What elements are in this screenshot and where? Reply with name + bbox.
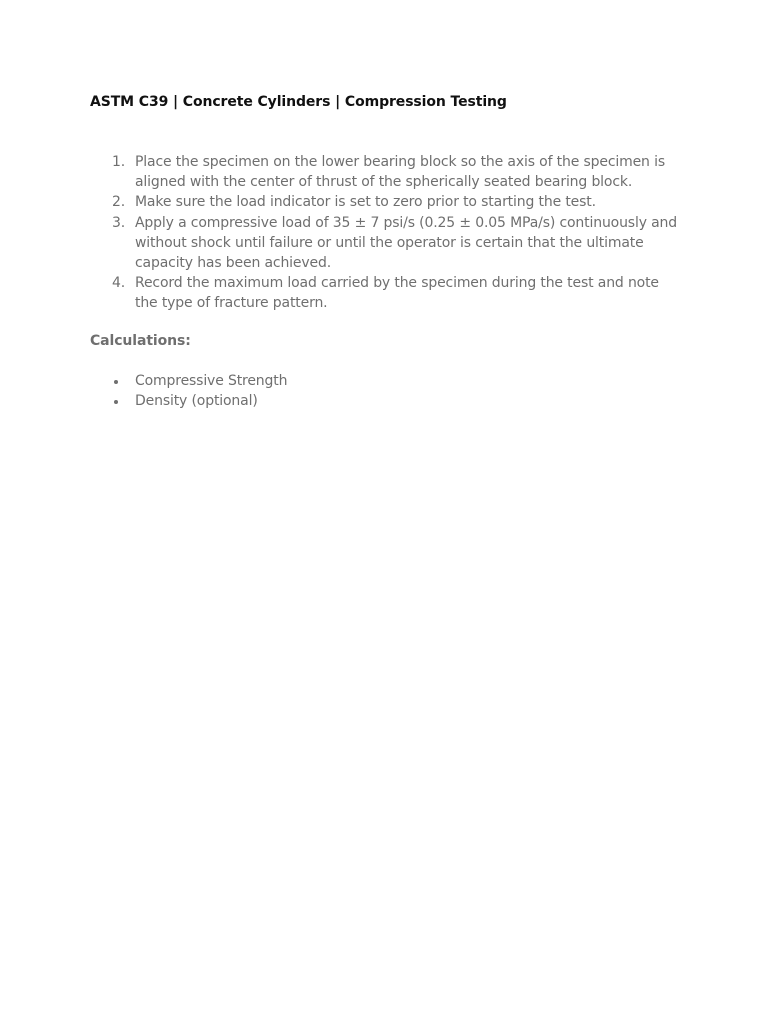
procedure-step bbox=[90, 213, 680, 274]
document-title: ASTM C39 | Concrete Cylinders | Compression Testing bbox=[90, 94, 507, 110]
step-text: Apply a compressive load of 35 ± 7 psi/s (0.25 ± 0.05 MPa/s) continuously and without shock until failure or until the operator is certain that the ultimate capacity has been achieved. bbox=[135, 214, 678, 272]
calculation-item-text: Compressive Strength bbox=[135, 373, 288, 389]
bullet-icon bbox=[114, 380, 118, 384]
calculation-item bbox=[90, 371, 287, 391]
calculations-list bbox=[90, 371, 287, 411]
procedure-steps-list bbox=[90, 152, 680, 314]
procedure-step bbox=[90, 192, 680, 212]
bullet-icon bbox=[114, 400, 118, 404]
step-text: Record the maximum load carried by the specimen during the test and note the type of fracture pattern. bbox=[135, 275, 659, 312]
step-number: 4. bbox=[112, 275, 126, 292]
step-text: Place the specimen on the lower bearing block so the axis of the specimen is aligned with the center of thrust of the spherically seated bearing block. bbox=[135, 154, 665, 191]
procedure-step bbox=[90, 152, 680, 192]
step-number: 3. bbox=[112, 214, 126, 231]
step-number: 2. bbox=[112, 194, 126, 211]
calculations-heading: Calculations: bbox=[90, 333, 191, 349]
calculation-item-text: Density (optional) bbox=[135, 393, 258, 410]
calculation-item bbox=[90, 391, 287, 411]
procedure-step bbox=[90, 273, 680, 313]
step-text: Make sure the load indicator is set to zero prior to starting the test. bbox=[135, 194, 596, 211]
step-number: 1. bbox=[112, 154, 126, 170]
